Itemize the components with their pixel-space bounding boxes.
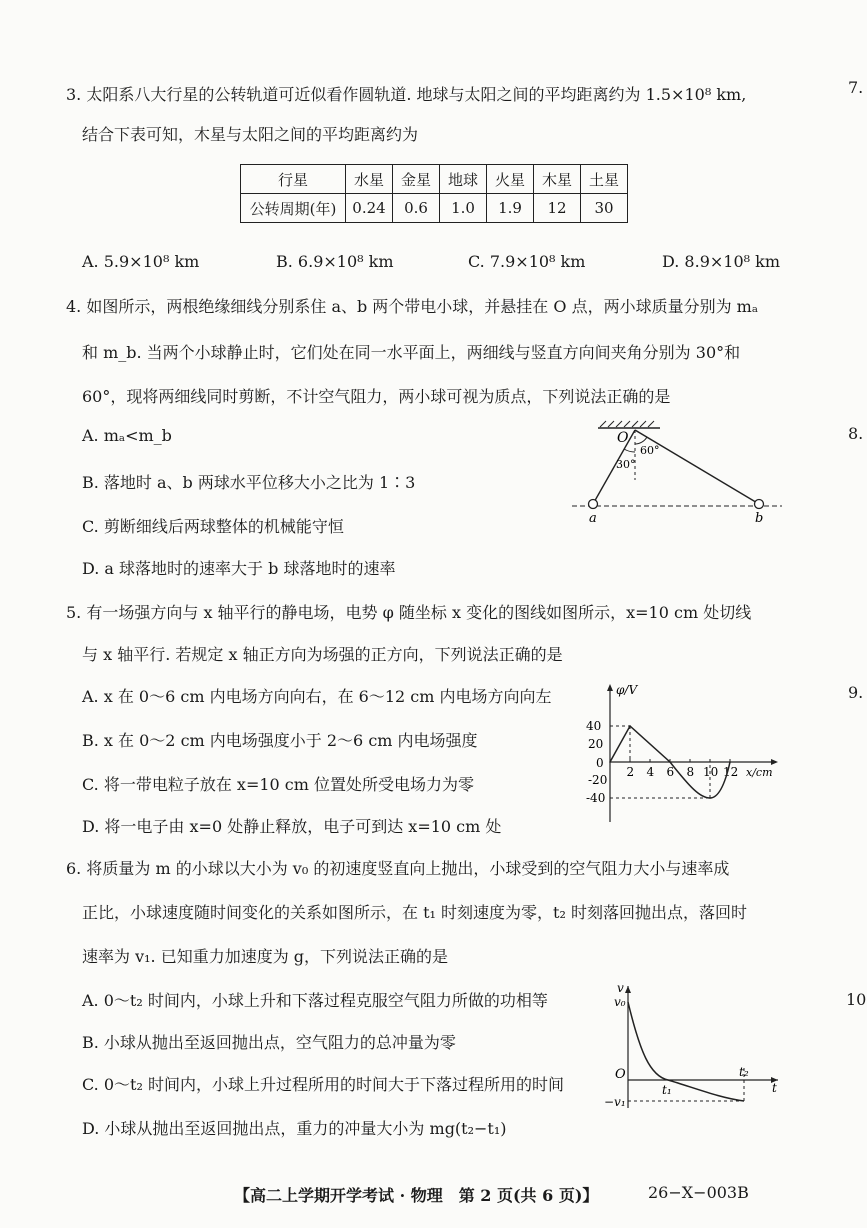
table-cell: 水星 — [346, 165, 393, 194]
q4-stem-line1: 4. 如图所示，两根绝缘细线分别系住 a、b 两个带电小球，并悬挂在 O 点，两小球质量分别为 mₐ — [66, 297, 759, 316]
q3-stem-line1: 3. 太阳系八大行星的公转轨道可近似看作圆轨道. 地球与太阳之间的平均距离约为 1.5×10⁸ km, — [66, 85, 747, 104]
margin-number: 7. — [848, 78, 864, 97]
y-tick-label: 20 — [588, 737, 604, 751]
y-axis-label: φ/V — [616, 683, 638, 697]
data-point — [729, 761, 731, 763]
x-tick-label: 4 — [646, 765, 655, 779]
label-v0: v₀ — [614, 995, 626, 1009]
q5-option-d: D. 将一电子由 x=0 处静止释放，电子可到达 x=10 cm 处 — [82, 817, 502, 836]
data-point — [609, 761, 611, 763]
q3-option-d: D. 8.9×10⁸ km — [662, 252, 781, 271]
table-cell: 土星 — [581, 165, 628, 194]
label-30: 30° — [616, 458, 636, 471]
q6-stem-line3: 速率为 v₁. 已知重力加速度为 g，下列说法正确的是 — [82, 947, 449, 966]
label-60: 60° — [640, 444, 660, 457]
x-tick-label: 6 — [666, 765, 675, 779]
q6-stem-line2: 正比，小球速度随时间变化的关系如图所示，在 t₁ 时刻速度为零，t₂ 时刻落回抛出点，落回时 — [82, 903, 747, 922]
margin-number: 10 — [846, 990, 867, 1009]
margin-number: 9. — [848, 683, 864, 702]
q4-option-a: A. mₐ<m_b — [82, 426, 172, 445]
x-tick-label: 8 — [686, 765, 695, 779]
label-t1: t₁ — [662, 1083, 672, 1097]
table-cell: 12 — [534, 194, 581, 223]
table-cell: 行星 — [241, 165, 346, 194]
q4-pendulum-figure — [560, 418, 790, 528]
label-a: a — [589, 511, 597, 526]
q3-option-a: A. 5.9×10⁸ km — [82, 252, 200, 271]
table-cell: 30 — [581, 194, 628, 223]
page-footer-title: 【高二上学期开学考试 · 物理 第 2 页(共 6 页)】 — [234, 1186, 599, 1205]
y-tick-label: 0 — [596, 756, 604, 770]
table-cell: 1.9 — [487, 194, 534, 223]
label-o: O — [617, 430, 629, 446]
table-cell: 木星 — [534, 165, 581, 194]
angle-arc-30 — [624, 449, 635, 452]
data-point — [629, 725, 631, 727]
q3-option-b: B. 6.9×10⁸ km — [276, 252, 394, 271]
q4-option-c: C. 剪断细线后两球整体的机械能守恒 — [82, 517, 344, 536]
y-tick-label: 40 — [586, 719, 602, 733]
thread-b — [635, 430, 759, 504]
q4-stem-line2: 和 m_b. 当两个小球静止时，它们处在同一水平面上，两细线与竖直方向间夹角分别为 30°和 — [82, 343, 741, 362]
table-row — [241, 194, 628, 223]
label-t2: t₂ — [739, 1065, 749, 1079]
x-axis-label: x/cm — [746, 766, 773, 779]
q6-stem-line1: 6. 将质量为 m 的小球以大小为 v₀ 的初速度竖直向上抛出，小球受到的空气阻力大小与速率成 — [66, 859, 730, 878]
ceiling — [598, 421, 660, 428]
q4-option-d: D. a 球落地时的速率大于 b 球落地时的速率 — [82, 559, 396, 578]
q6-option-d: D. 小球从抛出至返回抛出点，重力的冲量大小为 mg(t₂−t₁) — [82, 1119, 507, 1138]
table-row — [241, 165, 628, 194]
q5-option-c: C. 将一带电粒子放在 x=10 cm 位置处所受电场力为零 — [82, 775, 475, 794]
q5-stem-line2: 与 x 轴平行. 若规定 x 轴正方向为场强的正方向，下列说法正确的是 — [82, 645, 563, 664]
q5-stem-line1: 5. 有一场强方向与 x 轴平行的静电场，电势 φ 随坐标 x 变化的图线如图所示，x=10 cm 处切线 — [66, 603, 752, 622]
x-tick-label: 10 — [703, 765, 719, 779]
potential-chart — [570, 680, 790, 830]
x-tick-label: 12 — [723, 765, 739, 779]
label-v: v — [617, 981, 624, 995]
ball-b — [755, 500, 764, 509]
q6-option-b: B. 小球从抛出至返回抛出点，空气阻力的总冲量为零 — [82, 1033, 456, 1052]
label-o: O — [615, 1067, 626, 1082]
label-neg-v1: −v₁ — [604, 1095, 626, 1109]
q5-option-b: B. x 在 0～2 cm 内电场强度小于 2～6 cm 内电场强度 — [82, 731, 478, 750]
table-cell: 火星 — [487, 165, 534, 194]
q5-option-a: A. x 在 0～6 cm 内电场方向向右，在 6～12 cm 内电场方向向左 — [82, 687, 552, 706]
data-point — [709, 797, 711, 799]
velocity-curve — [628, 1002, 744, 1101]
v-axis-arrow — [625, 986, 631, 993]
y-tick-label: -20 — [588, 773, 608, 787]
table-cell: 0.24 — [346, 194, 393, 223]
page-footer-code: 26−X−003B — [648, 1183, 749, 1202]
table-cell: 0.6 — [393, 194, 440, 223]
x-tick-label: 2 — [626, 765, 635, 779]
planet-period-table — [240, 164, 628, 223]
q4-option-b: B. 落地时 a、b 两球水平位移大小之比为 1∶3 — [82, 473, 416, 492]
table-cell: 地球 — [440, 165, 487, 194]
q3-stem-line2: 结合下表可知，木星与太阳之间的平均距离约为 — [82, 125, 419, 144]
margin-number: 8. — [848, 424, 864, 443]
y-axis-arrow — [607, 684, 613, 691]
table-cell: 公转周期(年) — [241, 194, 346, 223]
q4-stem-line3: 60°，现将两细线同时剪断，不计空气阻力，两小球可视为质点，下列说法正确的是 — [82, 387, 671, 406]
label-t: t — [772, 1081, 777, 1095]
ball-a — [589, 500, 598, 509]
angle-arc-60 — [635, 437, 647, 444]
table-cell: 金星 — [393, 165, 440, 194]
q6-option-c: C. 0～t₂ 时间内，小球上升过程所用的时间大于下落过程所用的时间 — [82, 1075, 564, 1094]
table-cell: 1.0 — [440, 194, 487, 223]
q3-option-c: C. 7.9×10⁸ km — [468, 252, 586, 271]
q6-option-a: A. 0～t₂ 时间内，小球上升和下落过程克服空气阻力所做的功相等 — [82, 991, 548, 1010]
data-point — [669, 761, 671, 763]
q6-velocity-figure — [600, 980, 790, 1115]
label-b: b — [755, 511, 764, 526]
y-tick-label: -40 — [586, 791, 606, 805]
x-axis-arrow — [771, 759, 778, 765]
